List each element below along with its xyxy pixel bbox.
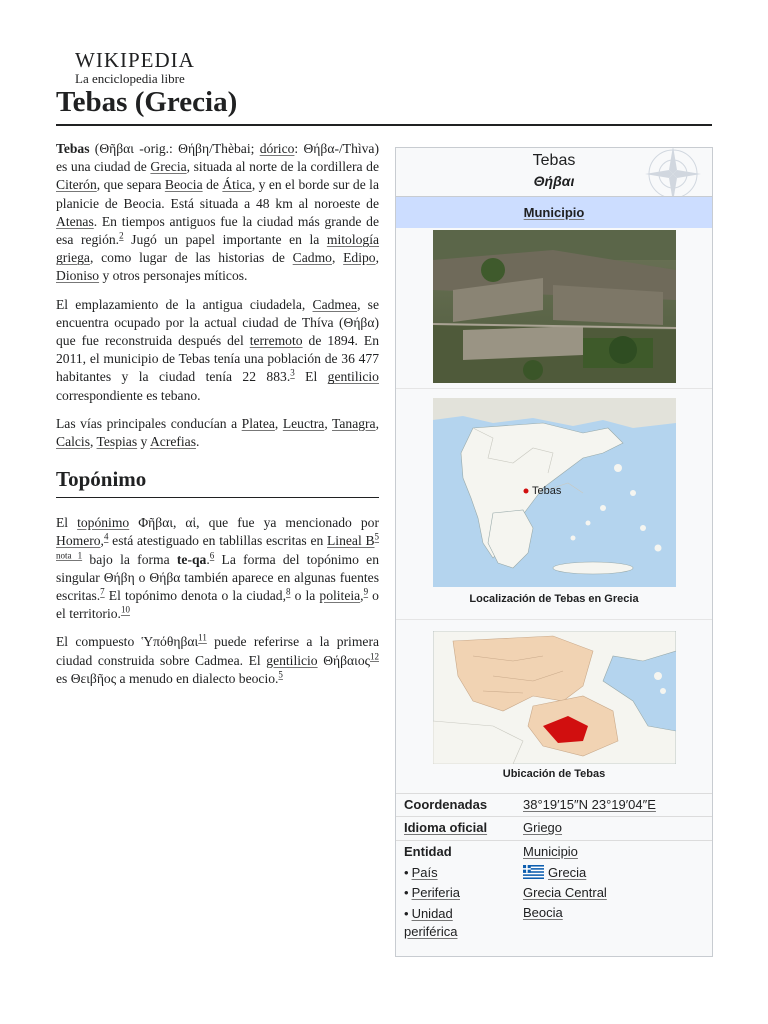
greece-flag-icon bbox=[523, 865, 544, 879]
infobox-type bbox=[396, 197, 712, 228]
reference-link[interactable]: 6 bbox=[209, 550, 215, 561]
municipio-link[interactable]: Municipio bbox=[523, 205, 585, 220]
paragraph-roads: Las vías principales conducían a Platea, Leuctra, Tanagra, Calcis, Tespias y Acrefias. bbox=[56, 415, 379, 450]
wikipedia-logo[interactable] bbox=[75, 49, 195, 86]
infobox-title: Tebas bbox=[532, 152, 576, 169]
article-link[interactable]: Cadmea bbox=[312, 296, 358, 312]
infobox-row-idioma bbox=[396, 816, 712, 839]
article-link[interactable]: Homero bbox=[56, 533, 101, 549]
article-link[interactable]: Beocia bbox=[164, 177, 203, 193]
sub-unidad: • Unidad periférica bbox=[404, 906, 458, 939]
label-entidad: Entidad bbox=[404, 844, 452, 859]
label-unidad-1[interactable]: Unidad bbox=[411, 906, 453, 921]
article-link[interactable]: politeia bbox=[319, 588, 361, 604]
article-link[interactable]: Platea bbox=[241, 415, 275, 431]
label-coordenadas: Coordenadas bbox=[404, 797, 488, 812]
section-heading-toponimo: Topónimo bbox=[56, 465, 379, 498]
bold-term: Tebas bbox=[56, 141, 90, 156]
ruins-photo[interactable] bbox=[433, 230, 676, 383]
reference-link[interactable]: nota 1 bbox=[56, 550, 83, 561]
reference-link[interactable]: 7 bbox=[100, 586, 105, 597]
map-label-tebas: Tebas bbox=[532, 485, 562, 497]
article-link[interactable]: Acrefias bbox=[149, 434, 197, 450]
article-link[interactable]: gentilicio bbox=[327, 369, 379, 385]
reference-link[interactable]: 9 bbox=[363, 586, 369, 597]
article-link[interactable]: Atenas bbox=[56, 213, 94, 229]
caption-ubicacion: Ubicación de Tebas bbox=[502, 768, 606, 780]
label-periferia[interactable]: Periferia bbox=[411, 885, 460, 900]
wikipedia-tagline: La enciclopedia libre bbox=[75, 71, 185, 86]
value-coordenadas[interactable]: 38°19′15″N 23°19′04″E bbox=[523, 797, 656, 812]
tebas-marker bbox=[524, 489, 529, 494]
sub-periferia: • Periferia bbox=[404, 885, 460, 900]
paragraph-toponimo: El topónimo Φῆβαι, αἱ, que fue ya mencionado por Homero,$^4$ está atestiguado en tablillas escritas en Lineal $B^5$ $^{nota 1}$ bajo la forma te-qa.$^6$ La forma del topónimo en singular Θήβη o Θήβα también aparece en algunas fuentes escritas.$^7$ El topónimo denota o la ciudad,$^8$ o la politeia,$^9$ o el territorio.$^{10}$ bbox=[56, 515, 380, 622]
article-link[interactable]: Tespias bbox=[96, 434, 138, 450]
reference-link[interactable]: 12 bbox=[370, 651, 379, 662]
article-link[interactable]: gentilicio bbox=[266, 652, 318, 668]
value-unidad[interactable]: Beocia bbox=[523, 905, 563, 920]
infobox-row-coordenadas bbox=[396, 793, 712, 816]
reference-link[interactable]: 8 bbox=[285, 586, 291, 597]
article-link[interactable]: Tanagra bbox=[332, 415, 376, 431]
infobox-row-entidad bbox=[396, 840, 712, 941]
reference-link[interactable]: 11 bbox=[198, 632, 207, 643]
caption-location: Localización de Tebas en Grecia bbox=[469, 593, 639, 605]
label-pais[interactable]: País bbox=[411, 865, 438, 880]
value-periferia[interactable]: Grecia Central bbox=[523, 885, 607, 900]
article-link[interactable]: Citerón bbox=[56, 177, 97, 193]
bold-term: te-qa bbox=[176, 551, 207, 567]
compass-rose-icon bbox=[638, 148, 708, 197]
article-link[interactable]: Lineal B bbox=[327, 533, 375, 549]
infobox bbox=[395, 147, 713, 957]
article-link[interactable]: terremoto bbox=[249, 333, 303, 349]
value-idioma[interactable]: Griego bbox=[523, 820, 563, 835]
article-link[interactable]: dórico bbox=[259, 141, 295, 156]
value-entidad[interactable]: Municipio bbox=[523, 844, 578, 859]
reference-link[interactable]: 2 bbox=[119, 230, 124, 241]
label-idioma-oficial[interactable]: Idioma oficial bbox=[404, 820, 488, 835]
sub-pais: • País bbox=[404, 865, 438, 880]
value-pais[interactable]: Grecia bbox=[548, 865, 587, 880]
reference-link[interactable]: 3 bbox=[290, 367, 295, 378]
article-link[interactable]: mitología griega bbox=[56, 232, 380, 266]
infobox-header bbox=[396, 148, 712, 197]
paragraph-cadmea: El emplazamiento de la antigua ciudadela, Cadmea, se encuentra ocupado por la actual ciudad de Thíva (Θήβα) que fue reconstruida después del terremoto de 1894. En 2011, el municipio de Tebas tenía una población de 36 477 habitantes y la ciudad tenía 22 883.$^3$ El gentilicio correspondiente es tebano. bbox=[56, 296, 379, 403]
value-pais-wrap bbox=[523, 865, 586, 880]
paragraph-intro: Tebas (Θῆβαι -orig.: Θήβη/Thèbai; dórico: Θήβα-/Thìva) es una ciudad de Grecia, situada al norte de la cordillera de Citerón, que separa Beocia de Ática, y en el borde sur de la planicie de Beocia. Está situada a 48 km al noroeste de Atenas. En tiempos antiguos fue la ciudad más grande de esa región.$^2$ Jugó un papel importante en la mitología griega, como lugar de las historias de Cadmo, Edipo, Dioniso y otros personajes míticos. bbox=[56, 141, 380, 284]
article-link[interactable]: Dioniso bbox=[56, 268, 100, 284]
reference-link[interactable]: 4 bbox=[103, 531, 109, 542]
article-body bbox=[56, 140, 379, 698]
reference-link[interactable]: 5 bbox=[278, 669, 283, 680]
article-link[interactable]: Edipo bbox=[343, 250, 376, 266]
article-link[interactable]: topónimo bbox=[77, 515, 130, 531]
label-unidad-2[interactable]: periférica bbox=[404, 924, 458, 939]
paragraph-compuesto: El compuesto Ὑπόθηβαι$^{11}$ puede referirse a la primera ciudad construida sobre Cadmea. El gentilicio Θήβαιος$^{12}$ es Θειβῆος a menudo en dialecto beocio.$^5$ bbox=[56, 632, 379, 686]
location-map-region[interactable] bbox=[433, 631, 676, 764]
location-map-greece[interactable] bbox=[433, 398, 676, 587]
article-link[interactable]: Cadmo bbox=[292, 250, 332, 266]
article-link[interactable]: Ática bbox=[222, 177, 252, 193]
reference-link[interactable]: 10 bbox=[120, 604, 130, 615]
article-link[interactable]: Leuctra bbox=[282, 415, 325, 431]
article-link[interactable]: Grecia bbox=[150, 159, 187, 175]
page-title: Tebas (Grecia) bbox=[56, 86, 238, 118]
infobox-native-name: Θήβαι bbox=[533, 173, 575, 189]
reference-link[interactable]: 5 bbox=[374, 531, 380, 542]
wikipedia-wordmark: WIKIPEDIA bbox=[75, 48, 195, 72]
title-divider bbox=[56, 124, 712, 126]
article-link[interactable]: Calcis bbox=[56, 434, 90, 450]
